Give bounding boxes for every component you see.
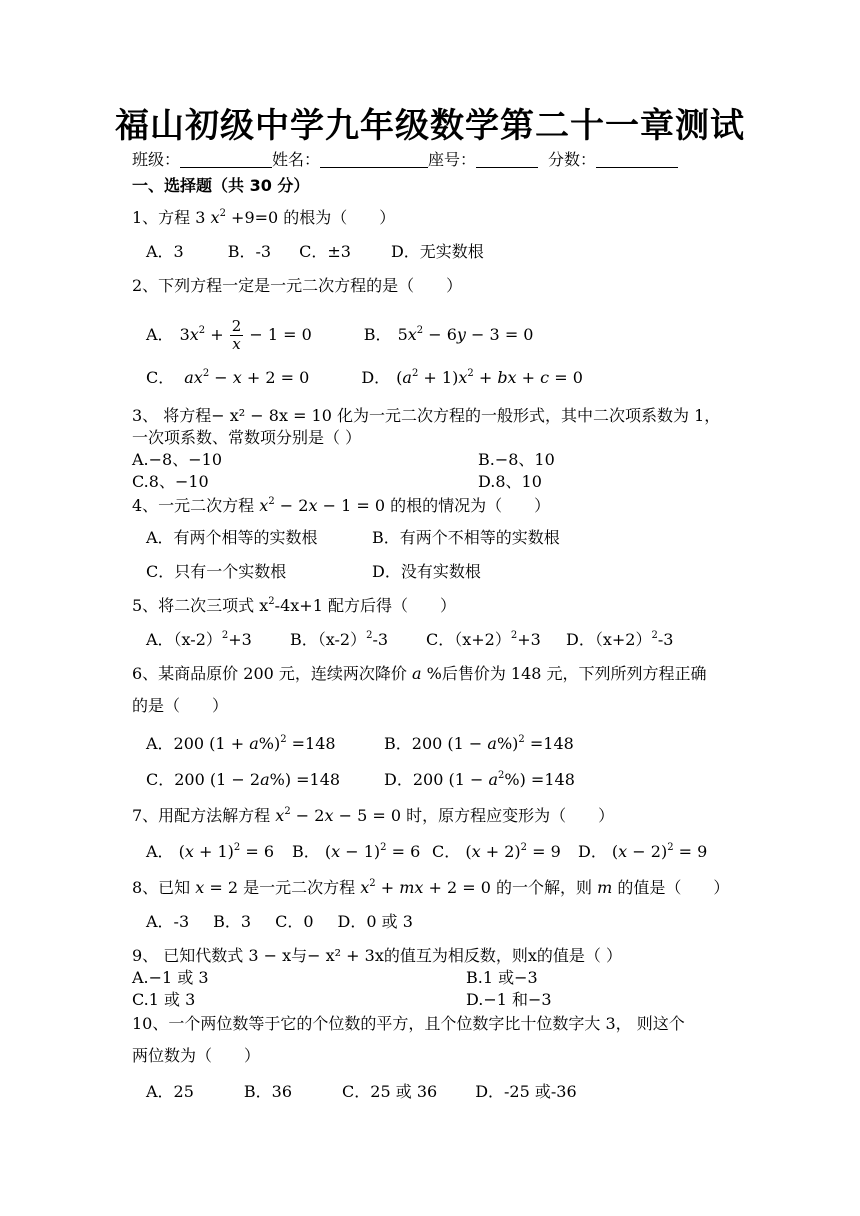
q6-option-b[interactable]: B．200 $(1 - a\%)^2 =148$ [384, 734, 574, 753]
class-blank[interactable] [180, 151, 272, 168]
q1-option-d[interactable]: D．无实数根 [390, 242, 484, 261]
q5-option-c[interactable]: C．$(x+2)^2+3$ [426, 630, 541, 649]
q9-option-c[interactable]: C.1 或 3 [132, 990, 196, 1009]
q4-option-c[interactable]: C．只有一个实数根 [146, 562, 287, 581]
q9-option-a[interactable]: A.−1 或 3 [132, 968, 209, 987]
q4-option-b[interactable]: B．有两个不相等的实数根 [372, 528, 560, 547]
question-5-stem: 5、将二次三项式 $x^2-4x+1$ 配方后得（ ） [132, 596, 456, 615]
q8-option-a[interactable]: A．-3 [146, 912, 190, 931]
q10-option-b[interactable]: B．36 [243, 1082, 293, 1101]
q7-option-c[interactable]: C． $(x + 2)^2 = 9$ [432, 842, 561, 861]
q6-option-c[interactable]: C．200 (1 − 2a%) =148 [146, 770, 341, 789]
question-2-options-ab [146, 318, 533, 353]
q1-text-end: +9=0 的根为（ ） [225, 208, 396, 227]
q4-option-a[interactable]: A．有两个相等的实数根 [146, 528, 318, 547]
question-10-stem-line1: 10、一个两位数等于它的个位数的平方，且个位数字比十位数字大 3， 则这个 [132, 1014, 685, 1033]
q9-option-d[interactable]: D.−1 和−3 [466, 990, 552, 1009]
q10-option-c[interactable]: C．25 或 36 [342, 1082, 438, 1101]
q3-option-a[interactable]: A.−8、−10 [132, 450, 222, 469]
q1-exp: 2 [219, 208, 226, 219]
q10-option-a[interactable]: A．25 [146, 1082, 194, 1101]
question-4-stem: 4、一元二次方程 $x^2 - 2x - 1 = 0$ 的根的情况为（ ） [132, 496, 551, 515]
student-info-row [132, 150, 678, 170]
question-9-stem: 9、 已知代数式 3 − x与− x² + 3x的值互为相反数，则x的值是（ ） [132, 946, 622, 965]
q1-option-a[interactable]: A．3 [146, 242, 184, 261]
q3-option-d[interactable]: D.8、10 [478, 472, 542, 491]
section-heading: 一、选择题（共 30 分） [132, 176, 310, 195]
q5-option-b[interactable]: B．$(x-2)^2-3$ [290, 630, 389, 649]
question-2-stem: 2、下列方程一定是一元二次方程的是（ ） [132, 276, 463, 295]
class-label: 班级： [132, 150, 181, 169]
question-1-stem [132, 208, 395, 228]
question-2-options-cd [146, 368, 583, 388]
question-10-stem-line2: 两位数为（ ） [132, 1046, 261, 1065]
question-3-stem-line1: 3、 将方程− x² − 8x = 10 化为一元二次方程的一般形式，其中二次项系数为 1， [132, 406, 721, 425]
question-7-stem: 7、用配方法解方程 $x^2 - 2x - 5 = 0$ 时，原方程应变形为（ ） [132, 806, 615, 825]
seat-label: 座号： [428, 150, 477, 169]
question-8-options [146, 912, 413, 932]
q2-option-d[interactable]: D． $(a^2 + 1)x^2$ + bx + c = 0 [361, 368, 583, 387]
q10-option-d[interactable]: D．-25 或-36 [475, 1082, 577, 1101]
question-6-stem-line1: 6、某商品原价 200 元，连续两次降价 a %后售价为 148 元，下列所列方程正确 [132, 664, 707, 683]
q7-option-d[interactable]: D． $(x - 2)^2 = 9$ [578, 842, 708, 861]
q2-option-b[interactable]: B． $5x^2 - 6y - 3 = 0$ [363, 325, 534, 344]
q9-option-b[interactable]: B.1 或−3 [466, 968, 538, 987]
question-6-stem-line2: 的是（ ） [132, 696, 229, 715]
question-1-options [146, 242, 484, 262]
name-label: 姓名： [272, 150, 321, 169]
q3-option-c[interactable]: C.8、−10 [132, 472, 209, 491]
question-3-stem-line2: 一次项系数、常数项分别是（ ） [132, 428, 362, 447]
score-blank[interactable] [596, 151, 678, 168]
name-blank[interactable] [320, 151, 428, 168]
q7-option-b[interactable]: B． $(x - 1)^2 = 6$ [292, 842, 421, 861]
q3-option-b[interactable]: B.−8、10 [478, 450, 555, 469]
q1-option-c[interactable]: C．±3 [299, 242, 351, 261]
page-title: 福山初级中学九年级数学第二十一章测试 [115, 106, 745, 146]
q5-option-d[interactable]: D．$(x+2)^2-3$ [566, 630, 674, 649]
q8-option-c[interactable]: C．0 [275, 912, 314, 931]
q4-option-d[interactable]: D．没有实数根 [372, 562, 481, 581]
q2-fraction: $\frac{2}{x}$ [231, 317, 242, 353]
q6-option-a[interactable]: A．200 $(1 + a\%)^2 =148$ [146, 734, 336, 753]
question-10-options [146, 1082, 577, 1102]
q2-option-a[interactable]: A． $3x^2$ + $\frac{2}{x}$ − 1 = 0 [146, 317, 312, 353]
q2-option-c[interactable]: C． $ax^2 - x + 2 = 0$ [146, 368, 310, 387]
score-label: 分数： [548, 150, 597, 169]
q6-option-d[interactable]: D．200 $(1 - a^2\%) =148$ [384, 770, 575, 789]
q7-option-a[interactable]: A． $(x + 1)^2 = 6$ [146, 842, 275, 861]
q5-option-a[interactable]: A．$(x-2)^2+3$ [146, 630, 252, 649]
q8-option-b[interactable]: B．3 [213, 912, 252, 931]
seat-blank[interactable] [476, 151, 538, 168]
question-8-stem: 8、已知 x = 2 是一元二次方程 $x^2$ + mx + 2 = 0 的一个解，则 m 的值是（ ） [132, 878, 730, 897]
q1-var: x [210, 208, 220, 227]
q8-option-d[interactable]: D．0 或 3 [337, 912, 413, 931]
q1-text: 1、方程 3 [132, 208, 211, 227]
q1-option-b[interactable]: B．-3 [227, 242, 272, 261]
